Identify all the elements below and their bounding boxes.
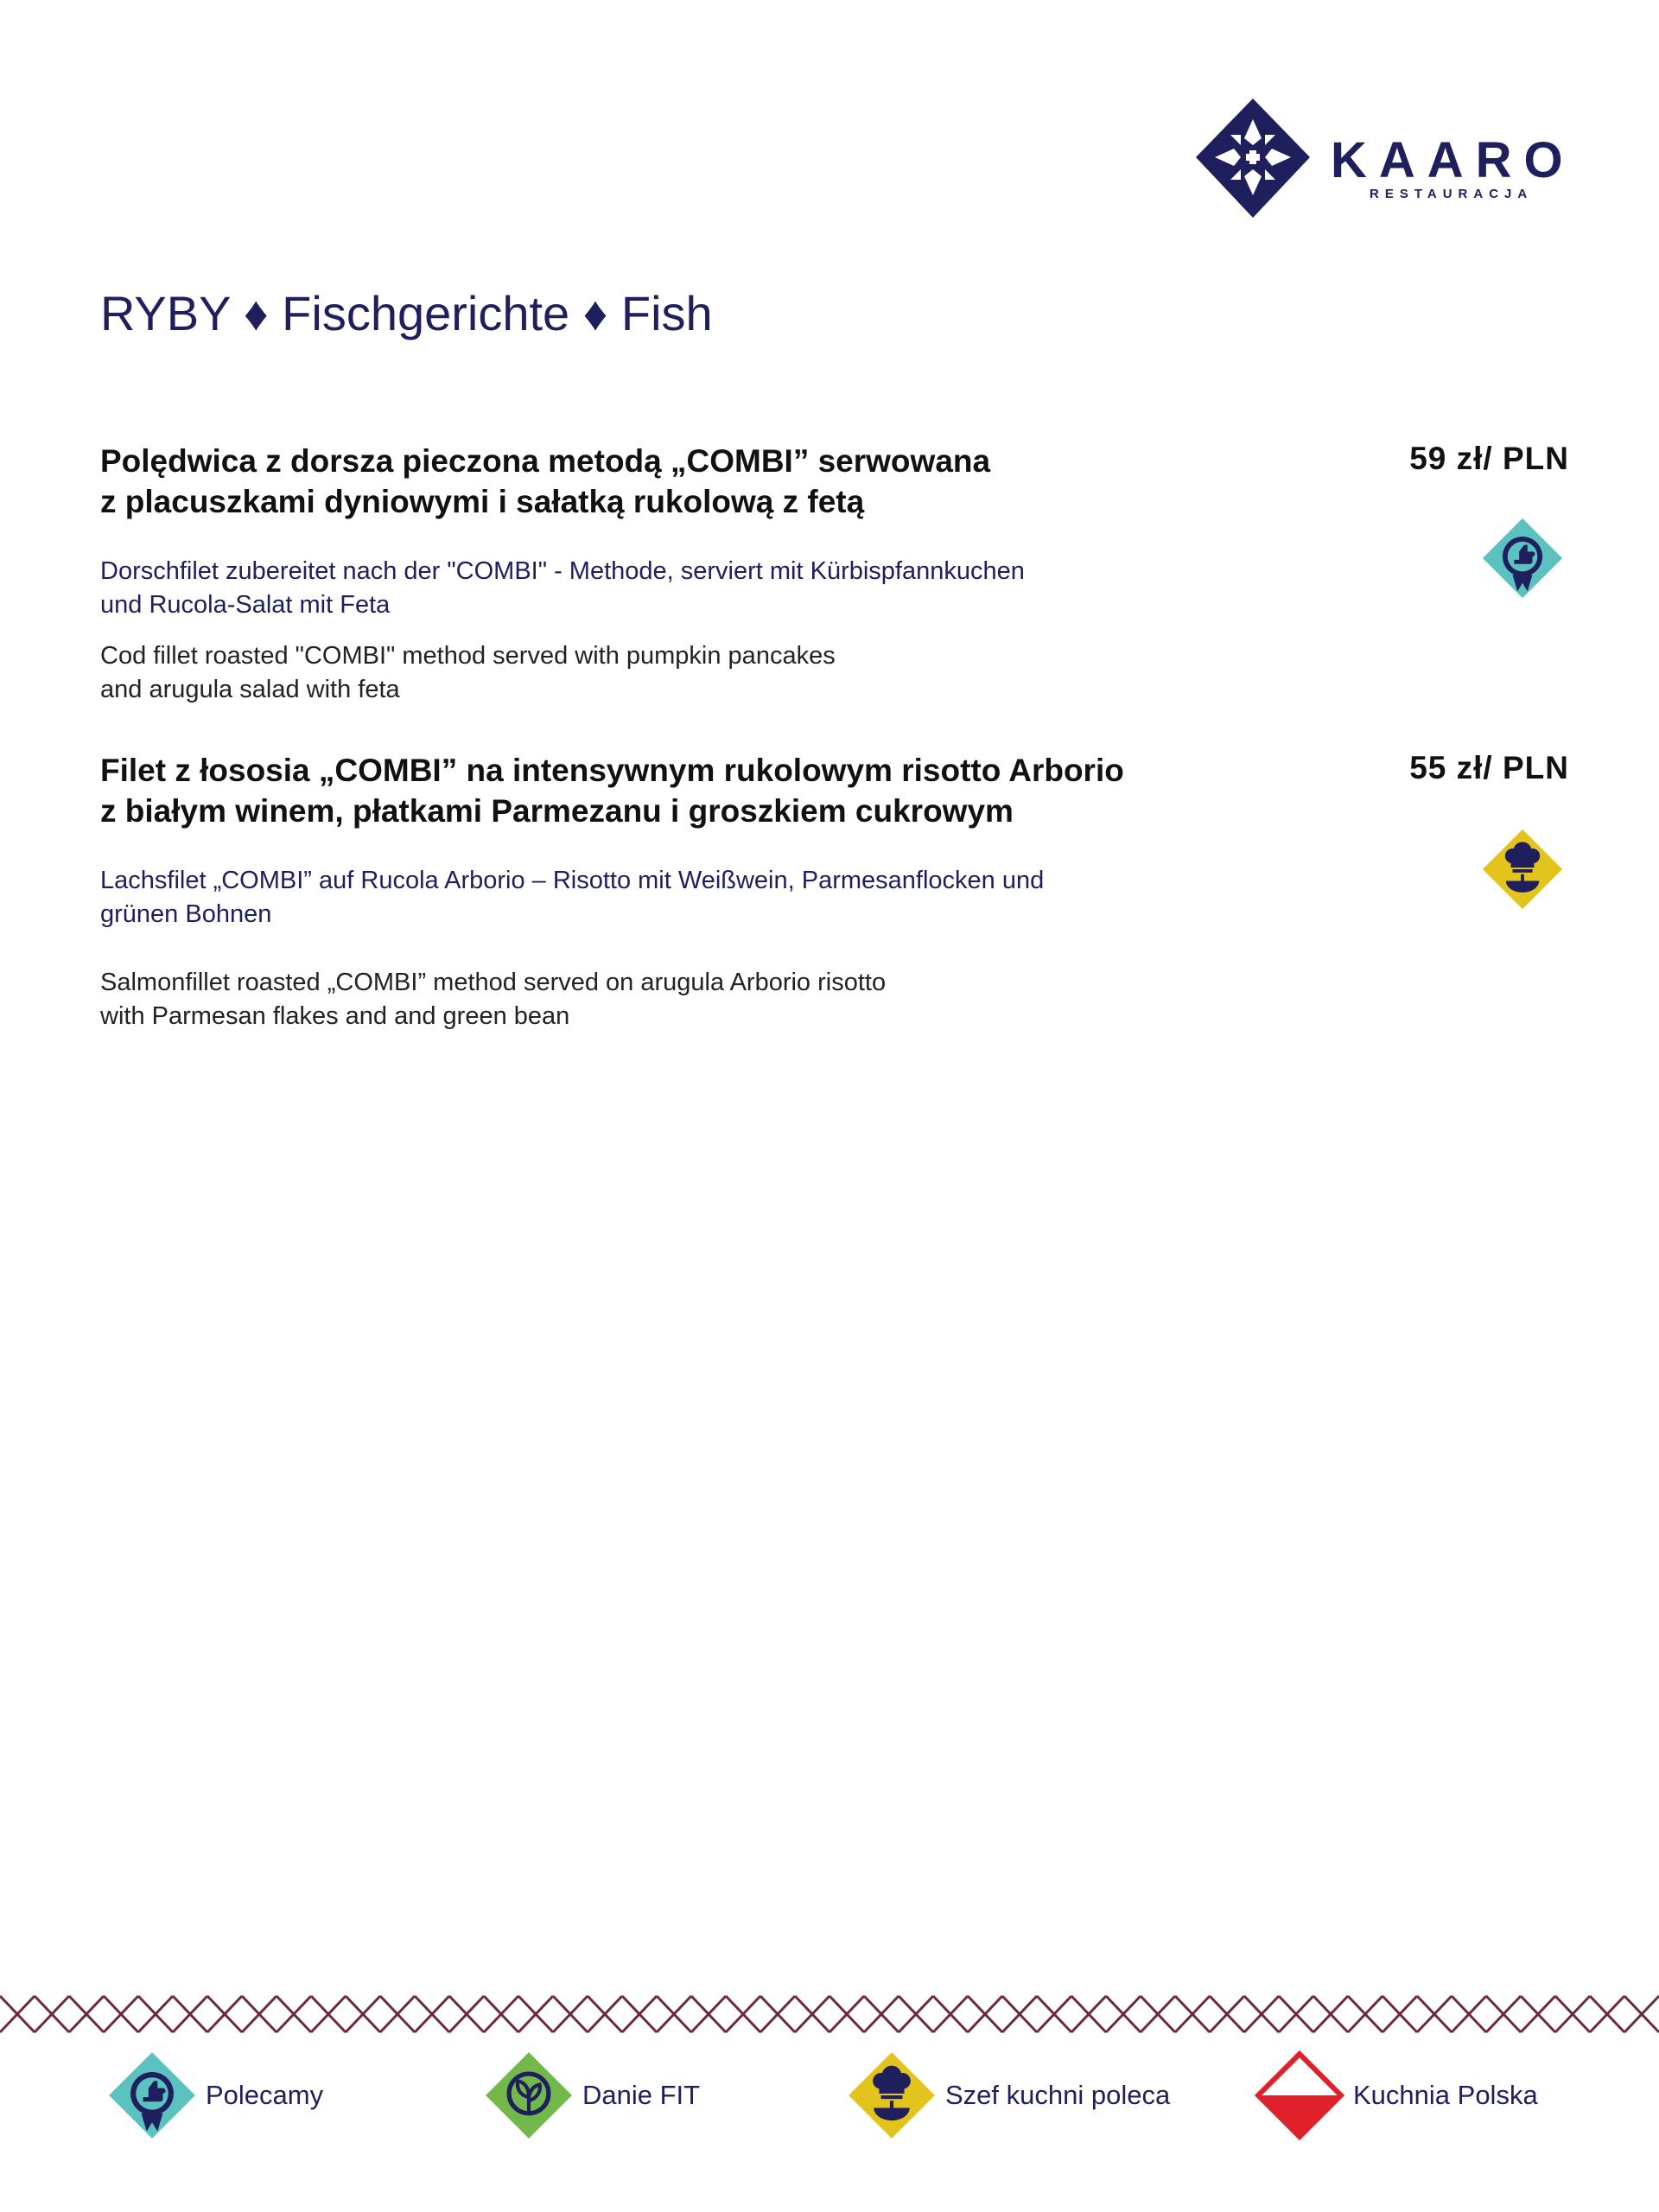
description-line: and arugula salad with feta (100, 676, 400, 703)
description-line: Cod fillet roasted "COMBI" method served with pumpkin pancakes (100, 642, 836, 670)
description-line: Lachsfilet „COMBI” auf Rucola Arborio – Risotto mit Weißwein, Parmesanflocken und (100, 867, 1045, 894)
legend-item-danie-fit (484, 2048, 700, 2143)
menu-item (100, 750, 1569, 1033)
dish-name-line: z białym winem, płatkami Parmezanu i groszkiem cukrowym (100, 793, 1014, 829)
description-english (100, 966, 1224, 1033)
legend-label: Polecamy (206, 2080, 324, 2110)
description-line: Dorschfilet zubereitet nach der "COMBI" - Methode, serviert mit Kürbispfannkuchen (100, 557, 1025, 585)
recommended-badge-icon (1481, 517, 1564, 600)
dish-price: 59 zł/ PLN (1409, 441, 1569, 476)
dish-price: 55 zł/ PLN (1409, 750, 1569, 785)
legend-item-polecamy (107, 2048, 323, 2143)
dish-name (100, 441, 1224, 522)
description-line: Salmonfillet roasted „COMBI” method served on arugula Arborio risotto (100, 969, 887, 996)
recommended-badge-icon (107, 2050, 197, 2140)
logo-subtitle: RESTAURACJA (1370, 187, 1534, 201)
legend-label: Szef kuchni poleca (945, 2080, 1171, 2110)
legend-label: Danie FIT (582, 2080, 701, 2110)
legend-item-kuchnia-polska (1255, 2048, 1538, 2143)
dish-name-line: Polędwica z dorsza pieczona metodą „COMBI” serwowana (100, 443, 991, 479)
logo-wordmark: KAARO (1331, 132, 1575, 188)
legend-item-szef-kuchni-poleca (847, 2048, 1170, 2143)
dish-name (100, 750, 1224, 831)
menu-item (100, 441, 1569, 707)
description-german (100, 864, 1224, 931)
description-english (100, 639, 1224, 707)
dish-name-line: z placuszkami dyniowymi i sałatką rukolową z fetą (100, 484, 865, 519)
page-title: RYBY ♦ Fischgerichte ♦ Fish (100, 286, 713, 340)
polish-flag-icon (1255, 2050, 1344, 2140)
dish-name-line: Filet z łososia „COMBI” na intensywnym rukolowym risotto Arborio (100, 753, 1124, 788)
description-line: with Parmesan flakes and and green bean (100, 1002, 570, 1030)
legend (0, 2048, 1659, 2143)
decorative-zigzag-border (0, 1994, 1659, 2034)
chef-hat-icon (847, 2050, 937, 2140)
description-german (100, 555, 1224, 622)
chef-recommends-icon (1481, 828, 1564, 911)
fit-leaf-icon (484, 2050, 574, 2140)
kaaro-logo (1192, 95, 1575, 225)
legend-label: Kuchnia Polska (1353, 2080, 1538, 2110)
description-line: und Rucola-Salat mit Feta (100, 591, 391, 619)
description-line: grünen Bohnen (100, 900, 272, 928)
logo-emblem-icon (1192, 95, 1313, 225)
